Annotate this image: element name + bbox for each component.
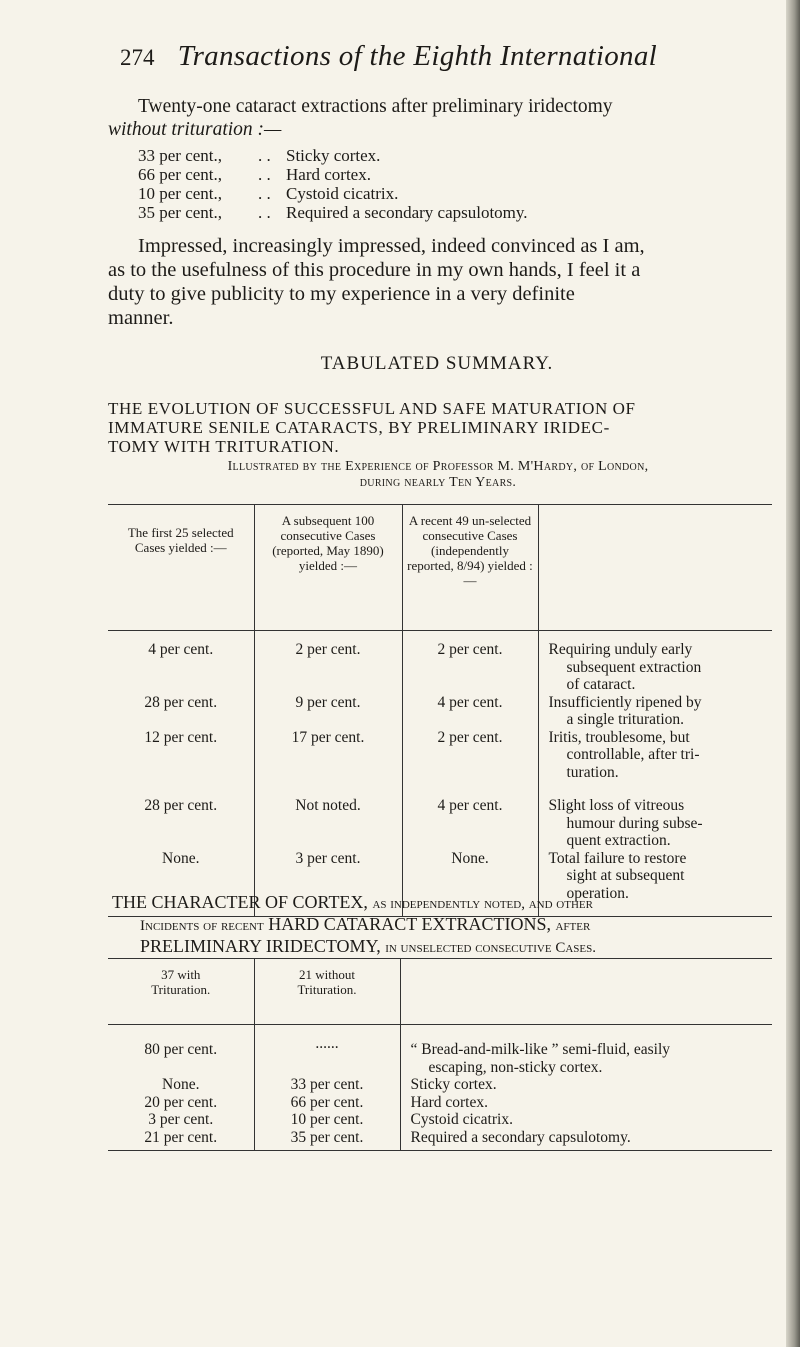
- paragraph: [108, 234, 768, 330]
- table-header-row: [108, 505, 772, 631]
- note-line: Requiring unduly early: [548, 641, 693, 658]
- list-dots: . .: [258, 146, 271, 165]
- intro-line-1: Twenty-one cataract extractions after preliminary iridectomy: [138, 96, 613, 117]
- list-desc: Required a secondary capsulotomy.: [286, 203, 528, 222]
- list-item: [138, 184, 528, 203]
- table-cell: None.: [162, 1076, 200, 1093]
- note-line: escaping, non-sticky cortex.: [428, 1058, 603, 1076]
- heading-line: TOMY WITH TRITURATION.: [108, 437, 340, 456]
- paragraph-line: manner.: [108, 307, 174, 329]
- table-cell: 3 per cent.: [254, 850, 402, 917]
- summary-heading: TABULATED SUMMARY.: [320, 353, 554, 374]
- column-header: 21 without Trituration.: [254, 959, 400, 1025]
- intro-list: [138, 146, 528, 222]
- list-percent: 10 per cent.,: [138, 184, 223, 203]
- table-note: [538, 729, 772, 782]
- table-row: [108, 1076, 772, 1094]
- table-cell: 80 per cent.: [144, 1041, 218, 1058]
- table-cell: None.: [402, 850, 538, 917]
- heading-line: [112, 936, 772, 958]
- table-cell: 3 per cent.: [148, 1111, 214, 1128]
- list-dots: . .: [258, 165, 271, 184]
- table-note: [538, 781, 772, 850]
- paragraph-line: duty to give publicity to my experience in a very definite: [108, 283, 575, 305]
- table-cell: Not noted.: [254, 781, 402, 850]
- table-cell: None.: [108, 850, 254, 917]
- subheading-line: during nearly Ten Years.: [359, 475, 517, 490]
- table-cell: 9 per cent.: [254, 694, 402, 729]
- note-line: quent extraction.: [566, 832, 671, 849]
- column-header: 37 with Trituration.: [108, 959, 254, 1025]
- list-percent: 33 per cent.,: [138, 146, 223, 165]
- table-cell: 4 per cent.: [148, 641, 214, 658]
- heading-text: Incidents of recent: [140, 918, 264, 934]
- note-line: controllable, after tri-: [566, 746, 700, 763]
- list-item: [138, 203, 528, 222]
- column-header: The first 25 selected Cases yielded :—: [108, 505, 254, 631]
- list-dots: . .: [258, 203, 271, 222]
- list-percent: 35 per cent.,: [138, 203, 223, 222]
- table-cell: 33 per cent.: [254, 1076, 400, 1094]
- note-line: Insufficiently ripened by: [548, 693, 702, 711]
- table-row: [108, 729, 772, 782]
- list-item: [138, 165, 528, 184]
- table-cell: 35 per cent.: [254, 1129, 400, 1151]
- table-cell: 17 per cent.: [254, 729, 402, 782]
- page-number: 274: [120, 45, 155, 70]
- table-cell: 4 per cent.: [402, 694, 538, 729]
- table-row: [108, 631, 772, 694]
- note-line: “ Bread-and-milk-like ” semi-fluid, easily: [410, 1041, 671, 1058]
- illustrated-subheading: [108, 459, 768, 491]
- table-cell: 2 per cent.: [402, 729, 538, 782]
- table-note: Required a secondary capsulotomy.: [400, 1129, 772, 1151]
- table-row: [108, 694, 772, 729]
- heading-text: after: [555, 918, 591, 934]
- subheading-line: Illustrated by the Experience of Professor M. M'Hardy, of London,: [227, 459, 649, 474]
- note-line: of cataract.: [566, 676, 636, 693]
- table-note: Sticky cortex.: [400, 1076, 772, 1094]
- note-line: Slight loss of vitreous: [548, 797, 685, 814]
- list-item: [138, 146, 528, 165]
- table-note: Cystoid cicatrix.: [400, 1111, 772, 1129]
- running-header: [120, 40, 657, 73]
- table-cell: 4 per cent.: [402, 781, 538, 850]
- table-cell: ......: [254, 1025, 400, 1077]
- heading-line: [112, 892, 772, 914]
- table-cell: 21 per cent.: [108, 1129, 254, 1151]
- heading-text: PRELIMINARY IRIDECTOMY,: [140, 936, 381, 956]
- list-desc: Cystoid cicatrix.: [286, 184, 399, 203]
- running-title: Transactions of the Eighth International: [177, 40, 657, 72]
- table-row: [108, 1025, 772, 1077]
- intro-text: [108, 95, 768, 141]
- table-cell: 28 per cent.: [144, 693, 218, 711]
- heading-text: THE CHARACTER OF CORTEX,: [112, 892, 368, 912]
- heading-text: HARD CATARACT EXTRACTIONS,: [268, 914, 551, 934]
- list-desc: Sticky cortex.: [286, 146, 381, 165]
- note-line: Total failure to restore: [548, 849, 687, 867]
- note-line: sight at subsequent: [566, 867, 685, 884]
- table-cell: 12 per cent.: [144, 728, 218, 746]
- table-note: [400, 1025, 772, 1077]
- note-line: operation.: [566, 884, 629, 902]
- note-line: a single trituration.: [566, 711, 685, 728]
- column-header: [538, 505, 772, 631]
- intro-line-2: without trituration :—: [108, 119, 282, 140]
- column-header: A recent 49 un-selected consecutive Cases (independently reported, 8/94) yielded :—: [402, 505, 538, 631]
- summary-table: [108, 504, 772, 917]
- table-cell: 2 per cent.: [402, 631, 538, 694]
- note-line: turation.: [566, 763, 619, 781]
- cortex-heading: [112, 892, 772, 958]
- evolution-heading: [108, 399, 768, 456]
- table-header-row: [108, 959, 772, 1025]
- table-cell: 28 per cent.: [144, 797, 218, 814]
- paragraph-line: as to the usefulness of this procedure in my own hands, I feel it a: [108, 259, 641, 281]
- column-header: A subsequent 100 consecutive Cases (reported, May 1890) yielded :—: [254, 505, 402, 631]
- table-cell: 10 per cent.: [254, 1111, 400, 1129]
- table-note: [538, 631, 772, 694]
- table-row: [108, 1111, 772, 1129]
- list-dots: . .: [258, 184, 271, 203]
- list-desc: Hard cortex.: [286, 165, 371, 184]
- table-row: [108, 781, 772, 850]
- heading-text: as independently noted, and other: [372, 896, 593, 912]
- heading-line: [112, 914, 772, 936]
- column-header: [400, 959, 772, 1025]
- table-note: Hard cortex.: [400, 1094, 772, 1112]
- table-cell: 20 per cent.: [144, 1093, 218, 1111]
- table-row: [108, 1129, 772, 1151]
- cortex-table: [108, 958, 772, 1151]
- list-percent: 66 per cent.,: [138, 165, 223, 184]
- table-note: [538, 694, 772, 729]
- heading-line: IMMATURE SENILE CATARACTS, BY PRELIMINARY IRIDEC-: [108, 418, 610, 437]
- table-cell: 2 per cent.: [254, 631, 402, 694]
- paragraph-line: Impressed, increasingly impressed, indeed convinced as I am,: [138, 235, 645, 257]
- table-row: [108, 1094, 772, 1112]
- table-cell: 66 per cent.: [254, 1094, 400, 1112]
- heading-text: in unselected consecutive Cases.: [385, 940, 596, 956]
- note-line: humour during subse-: [566, 814, 703, 832]
- heading-line: THE EVOLUTION OF SUCCESSFUL AND SAFE MATURATION OF: [108, 399, 636, 418]
- note-line: subsequent extraction: [566, 658, 702, 676]
- page-edge-shadow: [786, 0, 800, 1347]
- note-line: Iritis, troublesome, but: [548, 728, 690, 746]
